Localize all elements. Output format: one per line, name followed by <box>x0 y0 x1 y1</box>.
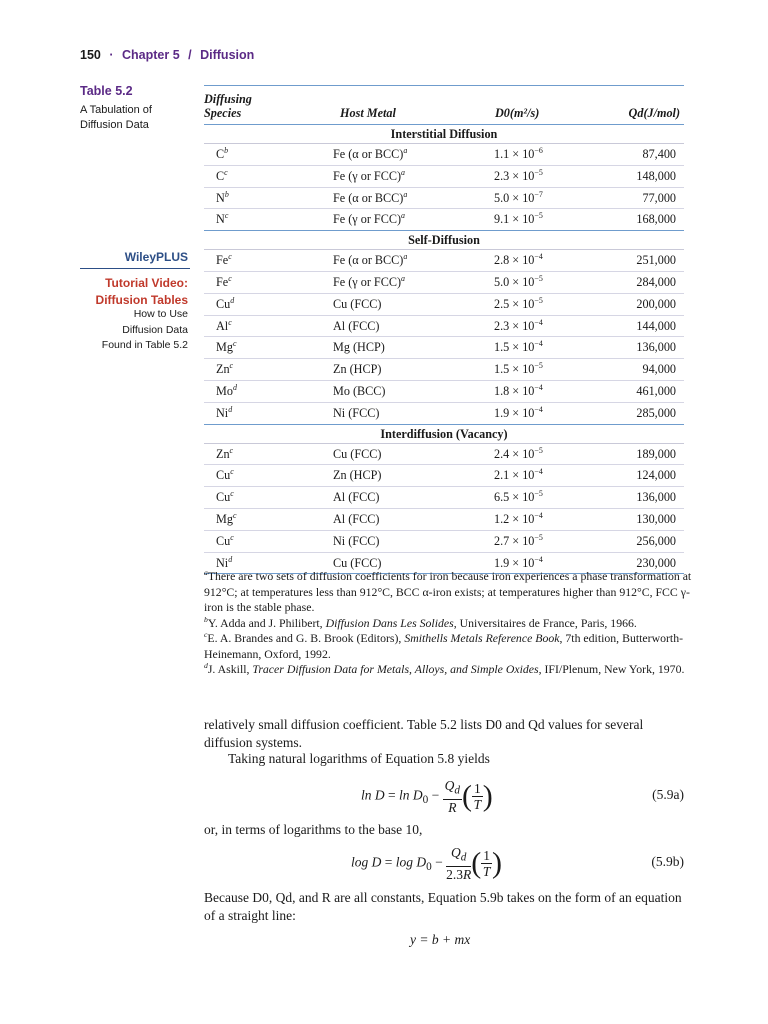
header-species-line2: Species <box>204 106 242 120</box>
cell-species: $C^b$ <box>216 145 229 161</box>
footnote-b-rest: , Universitaires de France, Paris, 1966. <box>453 615 637 630</box>
cell-qd: 124,000 <box>636 468 676 483</box>
cell-d0: $1.2 \times 10^{-4}$ <box>494 510 543 526</box>
cell-d0: $2.7 \times 10^{-5}$ <box>494 532 543 548</box>
cell-qd: 189,000 <box>636 446 676 461</box>
cell-host: Cu (FCC) <box>333 555 382 570</box>
cell-host: Mo (BCC) <box>333 383 386 398</box>
cell-d0: $1.1 \times 10^{-6}$ <box>494 145 543 161</box>
cell-d0: $2.8 \times 10^{-4}$ <box>494 252 543 268</box>
table-row <box>204 315 684 337</box>
table-header <box>204 86 684 124</box>
cell-qd: 136,000 <box>636 490 676 505</box>
tutorial-video-link[interactable] <box>96 275 188 308</box>
cell-host: Ni (FCC) <box>333 533 380 548</box>
cell-species: Mg$^c$ <box>216 510 237 526</box>
cell-species: Ni$^d$ <box>216 554 233 570</box>
cell-species: Fe$^c$ <box>216 273 232 289</box>
cell-host: Fe (α or BCC)$^a$ <box>333 145 408 161</box>
cell-species: Mo$^d$ <box>216 382 237 398</box>
cell-d0: $1.9 \times 10^{-4}$ <box>494 554 543 570</box>
cell-host: Zn (HCP) <box>333 362 382 377</box>
cell-qd: 230,000 <box>636 555 676 570</box>
table-row <box>204 165 684 187</box>
cell-species: Mg$^c$ <box>216 339 237 355</box>
cell-species: Cu$^d$ <box>216 295 235 311</box>
desc-line-3: Found in Table 5.2 <box>101 339 188 351</box>
equation-number-b: (5.9b) <box>651 854 684 869</box>
footnote-d-text: J. Askill, <box>207 662 253 676</box>
cell-d0: $2.3 \times 10^{-4}$ <box>494 317 543 333</box>
cell-host: Ni (FCC) <box>333 405 380 420</box>
table-row <box>204 508 684 530</box>
cell-species: Zn$^c$ <box>216 445 234 461</box>
table-row <box>204 271 684 293</box>
table-label: Table 5.2 <box>80 84 133 98</box>
cell-qd: 284,000 <box>636 274 676 289</box>
cell-host: Al (FCC) <box>333 490 380 505</box>
footnote-d-title: Tracer Diffusion Data for Metals, Alloys, and Simple Oxides <box>252 662 539 676</box>
table-body <box>204 124 684 573</box>
cell-host: Al (FCC) <box>333 511 380 526</box>
cell-d0: $2.3 \times 10^{-5}$ <box>494 167 543 183</box>
cell-host: Fe (γ or FCC)$^a$ <box>333 167 405 183</box>
cell-qd: 168,000 <box>636 212 676 227</box>
table-row <box>204 380 684 402</box>
footnote-b: $^b$Y. Adda and J. Philibert, Diffusion Dans Les Solides, Universitaires de France, Paris, 1966. <box>204 614 637 630</box>
page-number: 150 <box>80 48 101 62</box>
footnote-a: $^a$There are two sets of diffusion coefficients for iron because iron experiences a phase transformation at 912°C; at temperatures less than 912°C, BCC α-iron exists; at temperatures higher than 912°C, FCC γ-iron is the stable phase. <box>204 568 692 614</box>
cell-d0: $6.5 \times 10^{-5}$ <box>494 489 543 505</box>
paragraph-2: Taking natural logarithms of Equation 5.8 yields <box>228 751 490 766</box>
cell-qd: 87,400 <box>642 147 676 161</box>
table-row <box>204 464 684 486</box>
table-row <box>204 358 684 380</box>
cell-species: Cu$^c$ <box>216 532 234 548</box>
cell-host: Zn (HCP) <box>333 468 382 483</box>
chapter-label: Chapter 5 <box>122 48 180 62</box>
chapter-title: Diffusion <box>200 48 255 62</box>
table-caption: A Tabulation of Diffusion Data <box>80 104 152 131</box>
cell-d0: $5.0 \times 10^{-5}$ <box>494 273 543 289</box>
paragraph-1: relatively small diffusion coefficient. Table 5.2 lists D0 and Qd values for several diffusion systems. <box>204 717 644 750</box>
cell-qd: 285,000 <box>636 405 676 420</box>
diffusion-table <box>204 85 684 574</box>
cell-d0: $2.4 \times 10^{-5}$ <box>494 445 543 461</box>
wileyplus-logo[interactable]: WileyPLUS <box>124 250 188 264</box>
desc-line-2: Diffusion Data <box>122 323 188 336</box>
cell-host: Al (FCC) <box>333 318 380 333</box>
paragraph-4: Because D0, Qd, and R are all constants, Equation 5.9b takes on the form of an equation of a straight line: <box>204 890 682 923</box>
header-qd: Qd(J/mol) <box>628 106 680 120</box>
wileyplus-divider <box>80 268 190 269</box>
cell-host: Cu (FCC) <box>333 296 382 311</box>
cell-d0: $1.9 \times 10^{-4}$ <box>494 404 543 420</box>
cell-qd: 251,000 <box>636 253 676 268</box>
cell-species: Ni$^d$ <box>216 404 233 420</box>
equation-5-9b: $\log D = \log D_0$ − $\frac{Q_d}{2.3R}$ ( $\frac{1}{T}$ ) <box>351 845 502 882</box>
cell-host: Fe (α or BCC)$^a$ <box>333 252 408 268</box>
cell-species: Cu$^c$ <box>216 489 234 505</box>
paragraph-3: or, in terms of logarithms to the base 10, <box>204 822 423 837</box>
cell-species: $N^b$ <box>216 189 229 205</box>
section-title: Self-Diffusion <box>204 230 684 249</box>
equation-5-9a: $\ln D = \ln D_0$ − $\frac{Q_d}{R}$ ( $\frac{1}{T}$ ) <box>361 778 493 815</box>
cell-qd: 94,000 <box>642 362 676 377</box>
cell-qd: 461,000 <box>636 383 676 398</box>
table-row <box>204 143 684 165</box>
running-header <box>80 48 254 62</box>
header-slash: / <box>188 48 192 62</box>
cell-d0: $5.0 \times 10^{-7}$ <box>494 189 543 205</box>
cell-d0: $9.1 \times 10^{-5}$ <box>494 211 543 227</box>
cell-d0: $2.1 \times 10^{-4}$ <box>494 467 543 483</box>
cell-host: Cu (FCC) <box>333 446 382 461</box>
cell-d0: $1.8 \times 10^{-4}$ <box>494 382 543 398</box>
cell-species: Zn$^c$ <box>216 361 234 377</box>
tutorial-line-1[interactable]: Tutorial Video: <box>105 276 188 290</box>
table-row <box>204 293 684 315</box>
cell-qd: 130,000 <box>636 511 676 526</box>
footnote-a-text: There are two sets of diffusion coefficients for iron because iron experiences a phase transformation at 912°C; at temperatures less than 912°C, BCC α-iron exists; at temperatures higher than 912°C, FCC γ-iron is the stable phase. <box>204 569 692 614</box>
cell-qd: 77,000 <box>642 190 676 205</box>
footnote-c-text: E. A. Brandes and G. B. Brook (Editors), <box>207 631 405 645</box>
cell-d0: $2.5 \times 10^{-5}$ <box>494 295 543 311</box>
cell-species: Cu$^c$ <box>216 467 234 483</box>
cell-species: Fe$^c$ <box>216 252 232 268</box>
cell-qd: 200,000 <box>636 296 676 311</box>
cell-d0: $1.5 \times 10^{-5}$ <box>494 361 543 377</box>
table-row <box>204 336 684 358</box>
equation-number-a: (5.9a) <box>652 787 684 802</box>
header-d0: D0(m²/s) <box>495 106 540 120</box>
table-footnotes <box>204 569 694 678</box>
footnote-d: $^d$J. Askill, Tracer Diffusion Data for Metals, Alloys, and Simple Oxides, IFI/Plenum, New York, 1970. <box>204 661 685 676</box>
table-row <box>204 249 684 271</box>
table-row <box>204 208 684 230</box>
footnote-d-rest: , IFI/Plenum, New York, 1970. <box>538 662 685 676</box>
table-row <box>204 443 684 465</box>
cell-host: Fe (γ or FCC)$^a$ <box>333 273 405 289</box>
section-title: Interstitial Diffusion <box>204 124 684 143</box>
header-dot: · <box>109 48 114 62</box>
cell-host: Fe (α or BCC)$^a$ <box>333 189 408 205</box>
header-host: Host Metal <box>340 106 396 120</box>
header-species <box>204 92 252 120</box>
tutorial-line-2[interactable]: Diffusion Tables <box>95 292 188 307</box>
tutorial-description <box>102 307 188 354</box>
table-row <box>204 530 684 552</box>
table-row <box>204 402 684 424</box>
cell-host: Fe (γ or FCC)$^a$ <box>333 211 405 227</box>
cell-species: $C^c$ <box>216 167 228 183</box>
cell-qd: 144,000 <box>636 318 676 333</box>
cell-qd: 256,000 <box>636 533 676 548</box>
table-row <box>204 187 684 209</box>
header-species-line1: Diffusing <box>204 92 252 106</box>
cell-d0: $1.5 \times 10^{-4}$ <box>494 339 543 355</box>
footnote-c-title: Smithells Metals Reference Book <box>404 631 560 645</box>
footnote-c-rest: , 7th edition, Butterworth-Heinemann, Oxford, 1992. <box>204 631 684 661</box>
footnote-b-text: Y. Adda and J. Philibert, <box>207 615 326 630</box>
cell-qd: 148,000 <box>636 168 676 183</box>
desc-line-1: How to Use <box>133 308 188 320</box>
cell-species: $N^c$ <box>216 211 229 227</box>
cell-qd: 136,000 <box>636 340 676 355</box>
section-title: Interdiffusion (Vacancy) <box>204 424 684 443</box>
equation-line: y = b + mx <box>410 932 471 947</box>
footnote-c: $^c$E. A. Brandes and G. B. Brook (Editors), Smithells Metals Reference Book, 7th edition, Butterworth-Heinemann, Oxford, 1992. <box>204 630 684 661</box>
cell-host: Mg (HCP) <box>333 340 385 355</box>
footnote-b-title: Diffusion Dans Les Solides <box>325 615 454 630</box>
cell-species: Al$^c$ <box>216 317 232 333</box>
table-row <box>204 486 684 508</box>
